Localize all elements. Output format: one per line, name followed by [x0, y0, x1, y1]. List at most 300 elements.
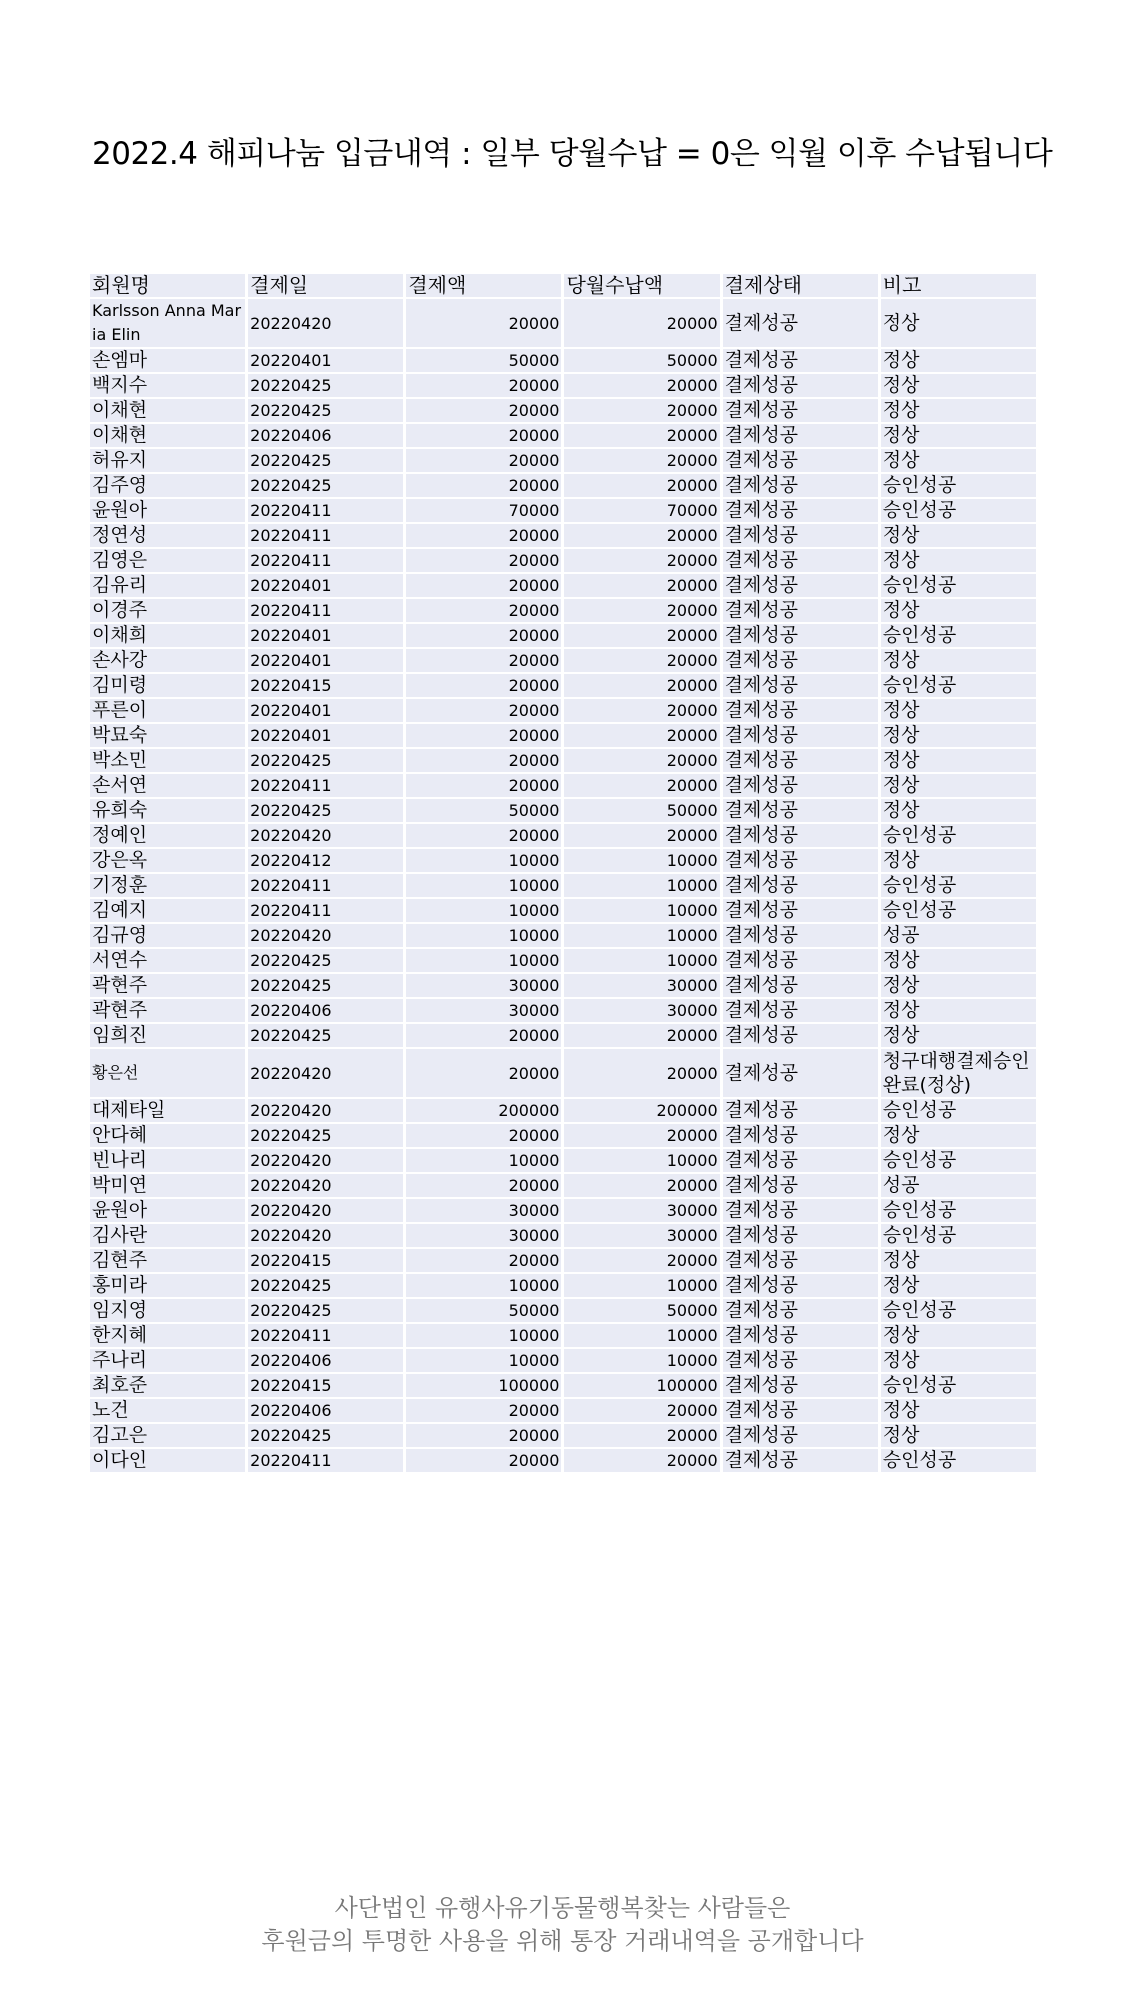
monthly-received-cell: 20000 — [564, 1399, 719, 1422]
member-name-cell: 이다인 — [90, 1449, 245, 1472]
payment-date-cell: 20220406 — [248, 424, 403, 447]
table-row — [90, 999, 1036, 1022]
monthly-received-cell: 20000 — [564, 1124, 719, 1147]
table-row — [90, 699, 1036, 722]
note-cell: 정상 — [881, 299, 1036, 347]
monthly-received-cell: 30000 — [564, 999, 719, 1022]
payment-status-cell: 결제성공 — [723, 1349, 878, 1372]
member-name-cell: 박묘숙 — [90, 724, 245, 747]
payment-amount-cell: 20000 — [406, 649, 561, 672]
payment-date-cell: 20220411 — [248, 599, 403, 622]
payment-amount-cell: 10000 — [406, 899, 561, 922]
table-row — [90, 1024, 1036, 1047]
member-name-cell: 윤원아 — [90, 1199, 245, 1222]
payment-date-cell: 20220420 — [248, 1049, 403, 1097]
payment-date-cell: 20220412 — [248, 849, 403, 872]
table-row — [90, 774, 1036, 797]
monthly-received-cell: 20000 — [564, 1174, 719, 1197]
monthly-received-cell: 20000 — [564, 1449, 719, 1472]
monthly-received-cell: 20000 — [564, 649, 719, 672]
header-member-name: 회원명 — [90, 274, 245, 297]
payment-status-cell: 결제성공 — [723, 349, 878, 372]
table-row — [90, 899, 1036, 922]
note-cell: 승인성공 — [881, 1374, 1036, 1397]
payment-date-cell: 20220420 — [248, 1224, 403, 1247]
member-name-cell: 황은선 — [90, 1049, 245, 1097]
payment-date-cell: 20220415 — [248, 674, 403, 697]
note-cell: 승인성공 — [881, 624, 1036, 647]
payment-date-cell: 20220411 — [248, 1324, 403, 1347]
table-row — [90, 749, 1036, 772]
member-name-cell: 유희숙 — [90, 799, 245, 822]
payment-status-cell: 결제성공 — [723, 949, 878, 972]
payment-amount-cell: 20000 — [406, 1174, 561, 1197]
table-row — [90, 1349, 1036, 1372]
table-row — [90, 549, 1036, 572]
table-row — [90, 1299, 1036, 1322]
member-name-cell: 정연성 — [90, 524, 245, 547]
payment-amount-cell: 10000 — [406, 1349, 561, 1372]
payment-date-cell: 20220411 — [248, 524, 403, 547]
note-cell: 정상 — [881, 1249, 1036, 1272]
note-cell: 승인성공 — [881, 574, 1036, 597]
member-name-cell: 푸른이 — [90, 699, 245, 722]
note-cell: 정상 — [881, 999, 1036, 1022]
payment-date-cell: 20220425 — [248, 474, 403, 497]
member-name-cell: 윤원아 — [90, 499, 245, 522]
table-row — [90, 1224, 1036, 1247]
payment-amount-cell: 50000 — [406, 1299, 561, 1322]
table-row — [90, 1424, 1036, 1447]
table-row — [90, 649, 1036, 672]
note-cell: 정상 — [881, 1399, 1036, 1422]
payment-status-cell: 결제성공 — [723, 1099, 878, 1122]
header-payment-amount: 결제액 — [406, 274, 561, 297]
payment-amount-cell: 20000 — [406, 1399, 561, 1422]
payment-status-cell: 결제성공 — [723, 624, 878, 647]
table-row — [90, 474, 1036, 497]
payment-amount-cell: 20000 — [406, 399, 561, 422]
payment-status-cell: 결제성공 — [723, 1399, 878, 1422]
member-name-cell: 허유지 — [90, 449, 245, 472]
payment-amount-cell: 20000 — [406, 749, 561, 772]
payment-amount-cell: 10000 — [406, 949, 561, 972]
note-cell: 정상 — [881, 799, 1036, 822]
table-row — [90, 1324, 1036, 1347]
note-cell: 정상 — [881, 549, 1036, 572]
payment-status-cell: 결제성공 — [723, 699, 878, 722]
payment-date-cell: 20220401 — [248, 699, 403, 722]
payment-status-cell: 결제성공 — [723, 474, 878, 497]
payment-date-cell: 20220401 — [248, 574, 403, 597]
payment-amount-cell: 20000 — [406, 574, 561, 597]
payment-amount-cell: 20000 — [406, 824, 561, 847]
table-row — [90, 674, 1036, 697]
payment-date-cell: 20220401 — [248, 724, 403, 747]
monthly-received-cell: 70000 — [564, 499, 719, 522]
payment-amount-cell: 100000 — [406, 1374, 561, 1397]
note-cell: 정상 — [881, 349, 1036, 372]
monthly-received-cell: 200000 — [564, 1099, 719, 1122]
member-name-cell: 김고은 — [90, 1424, 245, 1447]
header-payment-date: 결제일 — [248, 274, 403, 297]
payment-amount-cell: 20000 — [406, 1049, 561, 1097]
monthly-received-cell: 10000 — [564, 949, 719, 972]
monthly-received-cell: 20000 — [564, 724, 719, 747]
monthly-received-cell: 20000 — [564, 449, 719, 472]
payment-amount-cell: 20000 — [406, 624, 561, 647]
table-row — [90, 1399, 1036, 1422]
payment-amount-cell: 20000 — [406, 1449, 561, 1472]
monthly-received-cell: 20000 — [564, 424, 719, 447]
payment-status-cell: 결제성공 — [723, 999, 878, 1022]
payment-amount-cell: 50000 — [406, 349, 561, 372]
payment-date-cell: 20220425 — [248, 949, 403, 972]
table-row — [90, 299, 1036, 347]
payment-date-cell: 20220425 — [248, 374, 403, 397]
note-cell: 정상 — [881, 774, 1036, 797]
payment-amount-cell: 20000 — [406, 424, 561, 447]
payment-amount-cell: 10000 — [406, 924, 561, 947]
table-header-row — [90, 274, 1036, 297]
payment-status-cell: 결제성공 — [723, 399, 878, 422]
member-name-cell: 최호준 — [90, 1374, 245, 1397]
table-row — [90, 849, 1036, 872]
table-row — [90, 824, 1036, 847]
payment-amount-cell: 30000 — [406, 974, 561, 997]
payment-amount-cell: 20000 — [406, 549, 561, 572]
payment-amount-cell: 10000 — [406, 1274, 561, 1297]
payment-date-cell: 20220411 — [248, 549, 403, 572]
table-row — [90, 624, 1036, 647]
payment-date-cell: 20220425 — [248, 399, 403, 422]
note-cell: 성공 — [881, 924, 1036, 947]
payment-date-cell: 20220420 — [248, 1174, 403, 1197]
monthly-received-cell: 10000 — [564, 849, 719, 872]
footer-line-1: 사단법인 유행사유기동물행복찾는 사람들은 — [334, 1894, 791, 1922]
header-payment-status: 결제상태 — [723, 274, 878, 297]
table-row — [90, 374, 1036, 397]
note-cell: 정상 — [881, 949, 1036, 972]
payment-amount-cell: 30000 — [406, 1199, 561, 1222]
payment-date-cell: 20220420 — [248, 924, 403, 947]
payment-amount-cell: 10000 — [406, 849, 561, 872]
note-cell: 승인성공 — [881, 1199, 1036, 1222]
monthly-received-cell: 20000 — [564, 774, 719, 797]
member-name-cell: 곽현주 — [90, 974, 245, 997]
monthly-received-cell: 10000 — [564, 1149, 719, 1172]
member-name-cell: 홍미라 — [90, 1274, 245, 1297]
payment-date-cell: 20220425 — [248, 1424, 403, 1447]
payment-amount-cell: 20000 — [406, 724, 561, 747]
note-cell: 승인성공 — [881, 1449, 1036, 1472]
monthly-received-cell: 50000 — [564, 1299, 719, 1322]
payment-status-cell: 결제성공 — [723, 449, 878, 472]
member-name-cell: 김규영 — [90, 924, 245, 947]
payment-date-cell: 20220425 — [248, 1124, 403, 1147]
monthly-received-cell: 10000 — [564, 924, 719, 947]
note-cell: 정상 — [881, 1124, 1036, 1147]
member-name-cell: 이채희 — [90, 624, 245, 647]
note-cell: 승인성공 — [881, 874, 1036, 897]
monthly-received-cell: 50000 — [564, 799, 719, 822]
payment-date-cell: 20220425 — [248, 1024, 403, 1047]
member-name-cell: 임지영 — [90, 1299, 245, 1322]
payment-date-cell: 20220425 — [248, 1299, 403, 1322]
payment-amount-cell: 20000 — [406, 1024, 561, 1047]
member-name-cell: 이채현 — [90, 399, 245, 422]
payment-date-cell: 20220411 — [248, 874, 403, 897]
monthly-received-cell: 20000 — [564, 299, 719, 347]
payment-date-cell: 20220425 — [248, 749, 403, 772]
payment-status-cell: 결제성공 — [723, 599, 878, 622]
payment-amount-cell: 30000 — [406, 1224, 561, 1247]
header-monthly-received: 당월수납액 — [564, 274, 719, 297]
table-row — [90, 974, 1036, 997]
table-row — [90, 1174, 1036, 1197]
payment-date-cell: 20220425 — [248, 974, 403, 997]
monthly-received-cell: 50000 — [564, 349, 719, 372]
payment-date-cell: 20220401 — [248, 624, 403, 647]
note-cell: 승인성공 — [881, 824, 1036, 847]
monthly-received-cell: 10000 — [564, 1274, 719, 1297]
note-cell: 정상 — [881, 449, 1036, 472]
payment-status-cell: 결제성공 — [723, 1124, 878, 1147]
note-cell: 정상 — [881, 424, 1036, 447]
member-name-cell: 김미령 — [90, 674, 245, 697]
payment-amount-cell: 20000 — [406, 699, 561, 722]
payment-date-cell: 20220420 — [248, 824, 403, 847]
monthly-received-cell: 20000 — [564, 1424, 719, 1447]
member-name-cell: 김예지 — [90, 899, 245, 922]
payment-status-cell: 결제성공 — [723, 549, 878, 572]
member-name-cell: 김유리 — [90, 574, 245, 597]
table-row — [90, 724, 1036, 747]
table-row — [90, 1099, 1036, 1122]
note-cell: 청구대행결제승인완료(정상) — [881, 1049, 1036, 1097]
note-cell: 승인성공 — [881, 474, 1036, 497]
payment-status-cell: 결제성공 — [723, 824, 878, 847]
monthly-received-cell: 20000 — [564, 699, 719, 722]
member-name-cell: 곽현주 — [90, 999, 245, 1022]
table-row — [90, 524, 1036, 547]
payment-date-cell: 20220415 — [248, 1249, 403, 1272]
table-row — [90, 399, 1036, 422]
payment-status-cell: 결제성공 — [723, 724, 878, 747]
member-name-cell: 김영은 — [90, 549, 245, 572]
note-cell: 정상 — [881, 974, 1036, 997]
payment-amount-cell: 50000 — [406, 799, 561, 822]
note-cell: 정상 — [881, 1324, 1036, 1347]
member-name-cell: 강은옥 — [90, 849, 245, 872]
note-cell: 정상 — [881, 724, 1036, 747]
table-row — [90, 1124, 1036, 1147]
payment-date-cell: 20220415 — [248, 1374, 403, 1397]
member-name-cell: 한지혜 — [90, 1324, 245, 1347]
note-cell: 정상 — [881, 1274, 1036, 1297]
payment-amount-cell: 30000 — [406, 999, 561, 1022]
payment-status-cell: 결제성공 — [723, 1199, 878, 1222]
monthly-received-cell: 20000 — [564, 374, 719, 397]
payment-status-cell: 결제성공 — [723, 899, 878, 922]
payment-amount-cell: 20000 — [406, 1424, 561, 1447]
monthly-received-cell: 30000 — [564, 974, 719, 997]
payment-status-cell: 결제성공 — [723, 374, 878, 397]
member-name-cell: 이경주 — [90, 599, 245, 622]
monthly-received-cell: 20000 — [564, 1049, 719, 1097]
payment-status-cell: 결제성공 — [723, 574, 878, 597]
member-name-cell: Karlsson Anna Maria Elin — [90, 299, 245, 347]
monthly-received-cell: 10000 — [564, 899, 719, 922]
payment-status-cell: 결제성공 — [723, 799, 878, 822]
table-row — [90, 499, 1036, 522]
payment-status-cell: 결제성공 — [723, 774, 878, 797]
payment-amount-cell: 20000 — [406, 474, 561, 497]
monthly-received-cell: 20000 — [564, 1249, 719, 1272]
member-name-cell: 정예인 — [90, 824, 245, 847]
note-cell: 정상 — [881, 849, 1036, 872]
monthly-received-cell: 20000 — [564, 474, 719, 497]
payment-status-cell: 결제성공 — [723, 1224, 878, 1247]
payment-amount-cell: 10000 — [406, 874, 561, 897]
payment-amount-cell: 20000 — [406, 449, 561, 472]
monthly-received-cell: 20000 — [564, 674, 719, 697]
payment-status-cell: 결제성공 — [723, 1374, 878, 1397]
member-name-cell: 노건 — [90, 1399, 245, 1422]
table-row — [90, 924, 1036, 947]
table-row — [90, 449, 1036, 472]
table-row — [90, 574, 1036, 597]
payment-date-cell: 20220411 — [248, 1449, 403, 1472]
payment-status-cell: 결제성공 — [723, 1174, 878, 1197]
note-cell: 승인성공 — [881, 1099, 1036, 1122]
monthly-received-cell: 30000 — [564, 1199, 719, 1222]
monthly-received-cell: 20000 — [564, 1024, 719, 1047]
payment-status-cell: 결제성공 — [723, 299, 878, 347]
monthly-received-cell: 20000 — [564, 549, 719, 572]
payment-amount-cell: 10000 — [406, 1324, 561, 1347]
note-cell: 승인성공 — [881, 899, 1036, 922]
payment-date-cell: 20220420 — [248, 1199, 403, 1222]
payment-amount-cell: 20000 — [406, 1249, 561, 1272]
payment-amount-cell: 20000 — [406, 674, 561, 697]
payment-status-cell: 결제성공 — [723, 1249, 878, 1272]
member-name-cell: 손사강 — [90, 649, 245, 672]
payment-status-cell: 결제성공 — [723, 924, 878, 947]
table-row — [90, 1374, 1036, 1397]
payment-date-cell: 20220406 — [248, 1399, 403, 1422]
note-cell: 정상 — [881, 599, 1036, 622]
member-name-cell: 박소민 — [90, 749, 245, 772]
payment-status-cell: 결제성공 — [723, 1274, 878, 1297]
table-row — [90, 799, 1036, 822]
table-row — [90, 349, 1036, 372]
payment-status-cell: 결제성공 — [723, 1449, 878, 1472]
payment-status-cell: 결제성공 — [723, 974, 878, 997]
note-cell: 승인성공 — [881, 1149, 1036, 1172]
table-row — [90, 1449, 1036, 1472]
payment-date-cell: 20220411 — [248, 774, 403, 797]
payment-amount-cell: 20000 — [406, 374, 561, 397]
payment-date-cell: 20220420 — [248, 299, 403, 347]
payment-status-cell: 결제성공 — [723, 649, 878, 672]
monthly-received-cell: 20000 — [564, 624, 719, 647]
note-cell: 승인성공 — [881, 674, 1036, 697]
member-name-cell: 주나리 — [90, 1349, 245, 1372]
payment-date-cell: 20220401 — [248, 649, 403, 672]
payment-date-cell: 20220411 — [248, 499, 403, 522]
member-name-cell: 손서연 — [90, 774, 245, 797]
payment-table-body — [90, 274, 1036, 1472]
payment-table — [87, 272, 1039, 1474]
note-cell: 정상 — [881, 749, 1036, 772]
monthly-received-cell: 20000 — [564, 399, 719, 422]
payment-status-cell: 결제성공 — [723, 1424, 878, 1447]
monthly-received-cell: 100000 — [564, 1374, 719, 1397]
table-row — [90, 874, 1036, 897]
page-title: 2022.4 해피나눔 입금내역 : 일부 당월수납 = 0은 익월 이후 수납됩니다 — [92, 136, 1053, 172]
payment-status-cell: 결제성공 — [723, 524, 878, 547]
note-cell: 정상 — [881, 699, 1036, 722]
monthly-received-cell: 20000 — [564, 574, 719, 597]
member-name-cell: 대제타일 — [90, 1099, 245, 1122]
member-name-cell: 박미연 — [90, 1174, 245, 1197]
payment-amount-cell: 20000 — [406, 1124, 561, 1147]
payment-date-cell: 20220406 — [248, 999, 403, 1022]
note-cell: 승인성공 — [881, 1224, 1036, 1247]
member-name-cell: 김현주 — [90, 1249, 245, 1272]
member-name-cell: 기정훈 — [90, 874, 245, 897]
note-cell: 정상 — [881, 1349, 1036, 1372]
payment-status-cell: 결제성공 — [723, 749, 878, 772]
monthly-received-cell: 20000 — [564, 749, 719, 772]
payment-status-cell: 결제성공 — [723, 1149, 878, 1172]
monthly-received-cell: 10000 — [564, 1324, 719, 1347]
payment-date-cell: 20220406 — [248, 1349, 403, 1372]
monthly-received-cell: 20000 — [564, 524, 719, 547]
payment-status-cell: 결제성공 — [723, 1324, 878, 1347]
payment-status-cell: 결제성공 — [723, 674, 878, 697]
table-row — [90, 424, 1036, 447]
monthly-received-cell: 20000 — [564, 599, 719, 622]
payment-amount-cell: 10000 — [406, 1149, 561, 1172]
note-cell: 정상 — [881, 1424, 1036, 1447]
payment-amount-cell: 20000 — [406, 599, 561, 622]
member-name-cell: 서연수 — [90, 949, 245, 972]
monthly-received-cell: 10000 — [564, 874, 719, 897]
member-name-cell: 김사란 — [90, 1224, 245, 1247]
member-name-cell: 김주영 — [90, 474, 245, 497]
payment-date-cell: 20220425 — [248, 799, 403, 822]
table-row — [90, 1149, 1036, 1172]
payment-status-cell: 결제성공 — [723, 874, 878, 897]
table-row — [90, 949, 1036, 972]
member-name-cell: 안다혜 — [90, 1124, 245, 1147]
note-cell: 승인성공 — [881, 1299, 1036, 1322]
note-cell: 정상 — [881, 1024, 1036, 1047]
table-row — [90, 1249, 1036, 1272]
note-cell: 승인성공 — [881, 499, 1036, 522]
footer-notice — [0, 1892, 1125, 1958]
payment-date-cell: 20220420 — [248, 1099, 403, 1122]
payment-status-cell: 결제성공 — [723, 1024, 878, 1047]
payment-date-cell: 20220425 — [248, 449, 403, 472]
note-cell: 정상 — [881, 524, 1036, 547]
payment-amount-cell: 20000 — [406, 524, 561, 547]
payment-date-cell: 20220420 — [248, 1149, 403, 1172]
payment-amount-cell: 20000 — [406, 299, 561, 347]
payment-status-cell: 결제성공 — [723, 849, 878, 872]
